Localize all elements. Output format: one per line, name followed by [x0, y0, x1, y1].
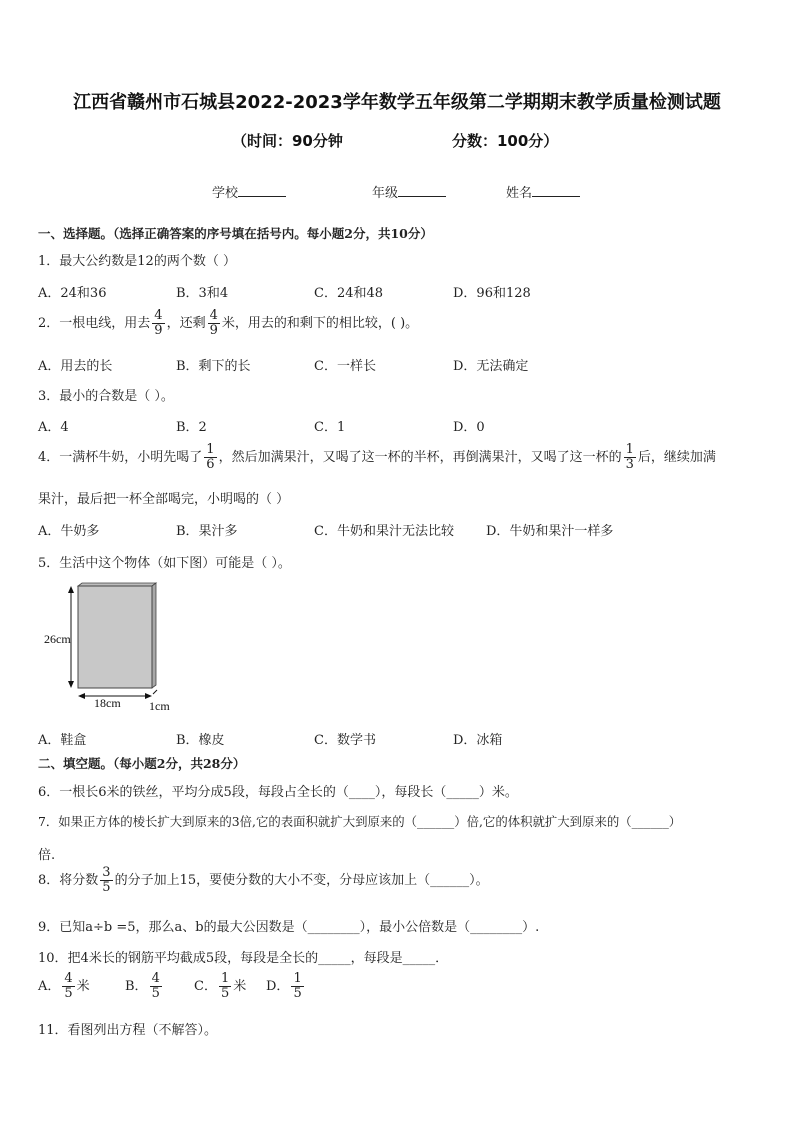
- question-9: 9．已知a÷b =5，那么a、b的最大公因数是（________），最小公倍数是（________）.: [38, 920, 540, 935]
- school-label: 学校: [212, 186, 239, 201]
- q3-option-a: A．4: [38, 420, 69, 435]
- q3-option-c: C．1: [314, 420, 346, 435]
- q1-option-a: A．24和36: [38, 286, 107, 301]
- q2-text-b: ，还剩: [166, 316, 206, 331]
- q8-text-a: 8．将分数: [38, 873, 99, 888]
- q5-option-c: C．数学书: [314, 733, 376, 748]
- school-field: [212, 182, 286, 201]
- question-11: 11．看图列出方程（不解答）。: [38, 1023, 218, 1038]
- school-blank: [238, 183, 286, 197]
- q3-option-d: D．0: [453, 420, 485, 435]
- q3-option-b: B．2: [176, 420, 207, 435]
- question-7: 7．如果正方体的棱长扩大到原来的3倍,它的表面积就扩大到原来的（______）倍,它的体积就扩大到原来的（______）: [38, 814, 682, 829]
- name-field: [506, 182, 580, 201]
- book-figure: [36, 582, 186, 717]
- question-6: 6．一根长6米的铁丝，平均分成5段，每段占全长的（____），每段长（_____）米。: [38, 785, 518, 800]
- q10-option-d: D． $\frac{1}{5}$: [266, 971, 302, 1001]
- q5-option-b: B．橡皮: [176, 733, 225, 748]
- q1-option-b: B．3和4: [176, 286, 229, 301]
- question-3: 3．最小的合数是（ ）。: [38, 389, 174, 404]
- question-5: 5．生活中这个物体（如下图）可能是（ ）。: [38, 556, 291, 571]
- q5-option-d: D．冰箱: [453, 733, 503, 748]
- q1-option-d: D．96和128: [453, 286, 531, 301]
- exam-time: （时间：90分钟: [232, 132, 343, 150]
- question-1: 1．最大公约数是12的两个数（ ）: [38, 254, 236, 269]
- question-10: 10．把4米长的钢筋平均截成5段，每段是全长的_____，每段是_____．: [38, 951, 449, 966]
- q2-text-c: 米，用去的和剩下的相比较，( )。: [221, 316, 419, 331]
- q4-option-d: D．牛奶和果汁一样多: [486, 524, 614, 539]
- q8-text-b: 的分子加上15，要使分数的大小不变，分母应该加上（______）。: [114, 873, 489, 888]
- q5-option-a: A．鞋盒: [38, 733, 87, 748]
- q10-option-b: B． $\frac{4}{5}$: [125, 971, 160, 1001]
- q10-option-a: A． $\frac{4}{5}$ 米: [38, 971, 90, 1001]
- question-7-line-2: 倍.: [38, 848, 56, 863]
- q2-text-a: 2．一根电线，用去: [38, 316, 151, 331]
- q2-option-c: C．一样长: [314, 359, 376, 374]
- name-label: 姓名: [506, 186, 533, 201]
- q2-option-d: D．无法确定: [453, 359, 529, 374]
- q8-fraction: $\frac{3}{5}$: [102, 865, 111, 895]
- q4-option-a: A．牛奶多: [38, 524, 100, 539]
- height-label: 26cm: [44, 632, 71, 646]
- q4-fraction-2: $\frac{1}{3}$: [625, 442, 634, 472]
- q4-option-c: C．牛奶和果汁无法比较: [314, 524, 454, 539]
- q4-text-b: ，然后加满果汁，又喝了这一杯的半杯，再倒满果汁，又喝了这一杯的: [218, 450, 622, 465]
- q2-fraction-2: $\frac{4}{9}$: [209, 308, 218, 338]
- q4-option-b: B．果汁多: [176, 524, 238, 539]
- q10-option-c: C． $\frac{1}{5}$ 米: [194, 971, 247, 1001]
- name-blank: [532, 183, 580, 197]
- depth-label: 1cm: [149, 699, 170, 713]
- question-2: [38, 309, 418, 338]
- question-8: [38, 866, 489, 895]
- page-title: 江西省赣州市石城县2022-2023学年数学五年级第二学期期末教学质量检测试题: [73, 92, 721, 113]
- exam-score: 分数：100分）: [452, 132, 559, 150]
- grade-blank: [398, 183, 446, 197]
- grade-field: [372, 182, 446, 201]
- grade-label: 年级: [372, 186, 399, 201]
- section-2-heading: 二、填空题。（每小题2分，共28分）: [38, 756, 246, 771]
- q4-text-a: 4．一满杯牛奶，小明先喝了: [38, 450, 203, 465]
- q1-option-c: C．24和48: [314, 286, 384, 301]
- section-1-heading: 一、选择题。（选择正确答案的序号填在括号内。每小题2分，共10分）: [38, 226, 433, 241]
- q4-fraction-1: $\frac{1}{6}$: [206, 442, 215, 472]
- q2-option-a: A．用去的长: [38, 359, 113, 374]
- q2-option-b: B．剩下的长: [176, 359, 251, 374]
- width-label: 18cm: [94, 696, 121, 710]
- question-4-line-2: 果汁，最后把一杯全部喝完，小明喝的（ ）: [38, 492, 290, 507]
- q4-text-c: 后，继续加满: [637, 450, 716, 465]
- question-4: [38, 443, 716, 472]
- q2-fraction-1: $\frac{4}{9}$: [154, 308, 163, 338]
